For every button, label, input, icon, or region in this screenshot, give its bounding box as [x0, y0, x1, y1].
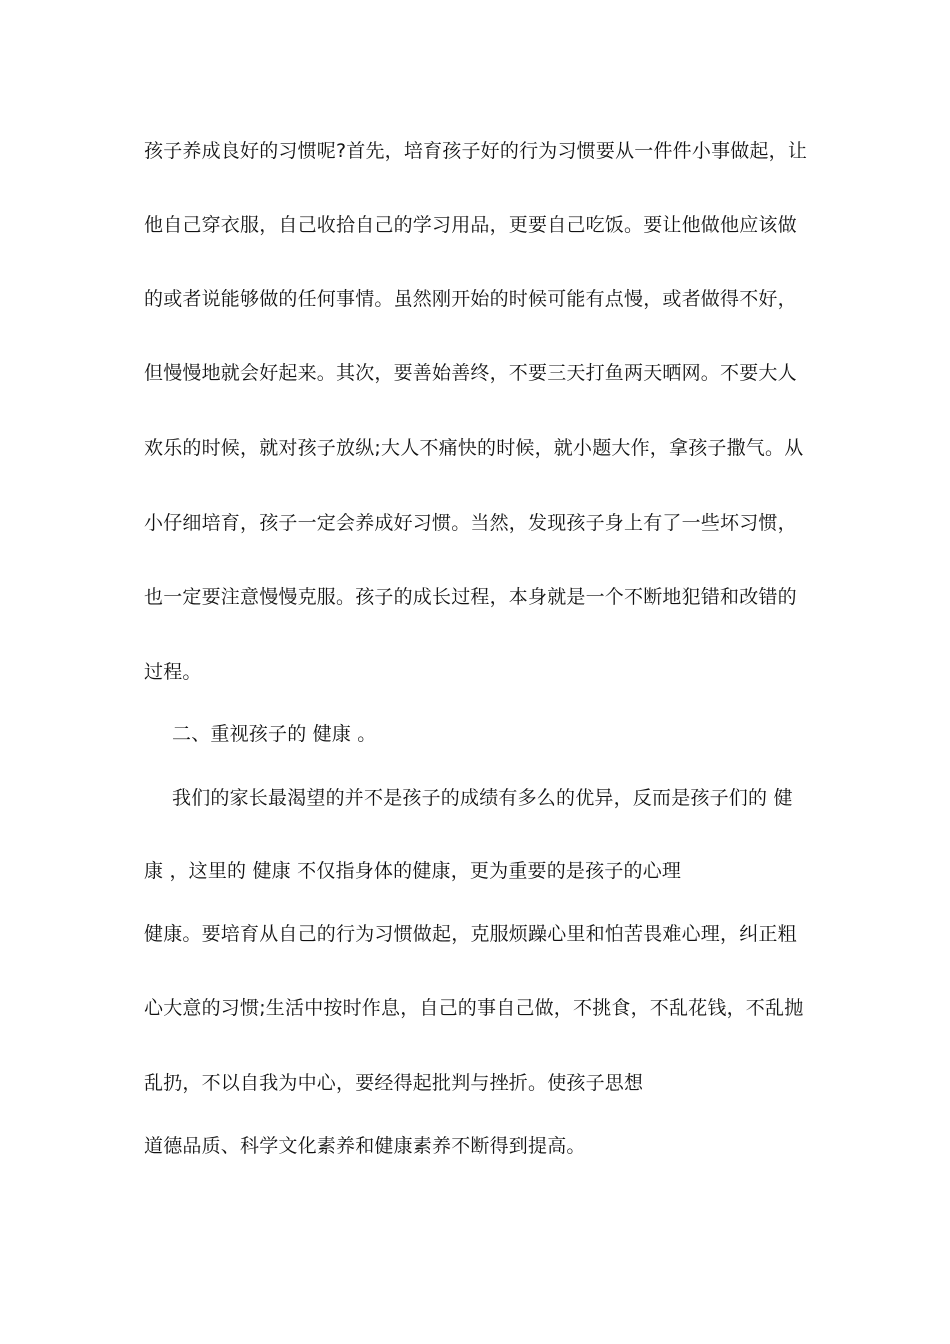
paragraph-line: 健康。要培育从自己的行为习惯做起，克服烦躁心里和怕苦畏难心理，纠正粗 — [144, 923, 797, 945]
paragraph-line: 康 ，这里的 健康 不仅指身体的健康，更为重要的是孩子的心理 — [144, 860, 682, 882]
paragraph-line: 乱扔，不以自我为中心，要经得起批判与挫折。使孩子思想 — [144, 1072, 644, 1094]
section-heading: 二、重视孩子的 健康 。 — [172, 723, 377, 745]
paragraph-line: 他自己穿衣服，自己收拾自己的学习用品，更要自己吃饭。要让他做他应该做 — [144, 214, 797, 236]
paragraph-line: 孩子养成良好的习惯呢?首先，培育孩子好的行为习惯要从一件件小事做起，让 — [144, 140, 808, 162]
paragraph-line: 欢乐的时候，就对孩子放纵;大人不痛快的时候，就小题大作，拿孩子撒气。从 — [144, 437, 804, 459]
paragraph-line: 心大意的习惯;生活中按时作息，自己的事自己做，不挑食，不乱花钱，不乱抛 — [144, 997, 804, 1019]
paragraph-line: 我们的家长最渴望的并不是孩子的成绩有多么的优异，反而是孩子们的 健 — [172, 787, 793, 809]
paragraph-line: 小仔细培育，孩子一定会养成好习惯。当然，发现孩子身上有了一些坏习惯， — [144, 512, 797, 534]
paragraph-line: 但慢慢地就会好起来。其次，要善始善终，不要三天打鱼两天晒网。不要大人 — [144, 362, 797, 384]
paragraph-line: 道德品质、科学文化素养和健康素养不断得到提高。 — [144, 1135, 586, 1157]
paragraph-line: 也一定要注意慢慢克服。孩子的成长过程，本身就是一个不断地犯错和改错的 — [144, 586, 797, 608]
paragraph-line: 的或者说能够做的任何事情。虽然刚开始的时候可能有点慢，或者做得不好， — [144, 288, 797, 310]
paragraph-line: 过程。 — [144, 661, 202, 683]
